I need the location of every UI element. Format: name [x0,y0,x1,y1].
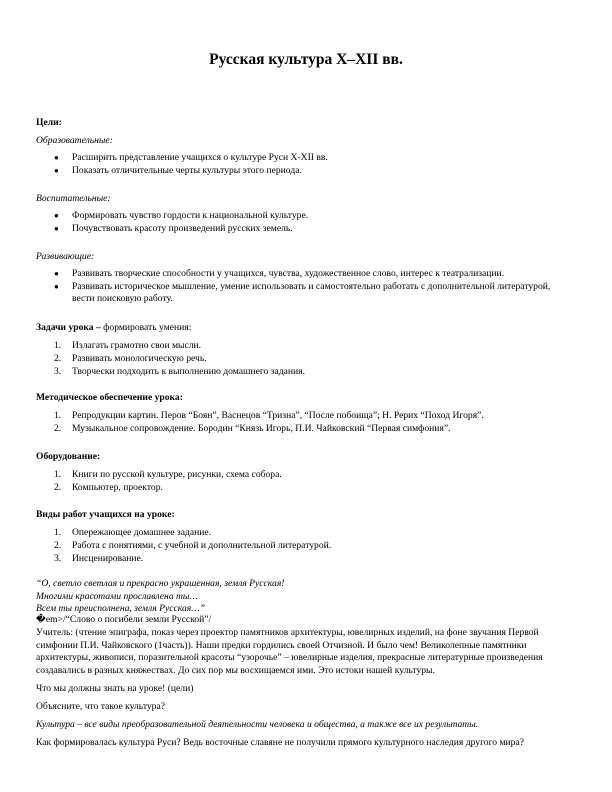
list-item: 1. Книги по русской культуре, рисунки, схема собора. [54,469,282,480]
list-item: ● Показать отличительные черты культуры этого периода. [54,165,302,176]
equipment-heading: Оборудование: [36,451,101,462]
educational-label: Образовательные: [36,135,113,146]
list-item: ● Почувствовать красоту произведений русских земель. [54,223,293,234]
epigraph-line: Всем ты преисполнена, земля Русская…” [36,603,206,614]
tasks-list [36,340,581,378]
list-item: 3. Инсценирование. [54,553,144,564]
goals-heading: Цели: [36,117,62,128]
bullet-icon: ● [54,153,59,162]
bullet-icon: ● [54,269,59,278]
list-item: 2. Работа с понятиями, с учебной и дополнительной литературой. [54,540,332,551]
list-item: 2. Компьютер, проектор. [54,482,163,493]
culture-definition: Культура – все виды преобразовательной деятельности человека и общества, а также все их результаты. [36,719,479,730]
question-culture: Объясните, что такое культура? [36,701,165,712]
bullet-icon: ● [54,282,59,291]
tasks-heading: Задачи урока – формировать умения: [36,322,192,333]
question-formation: Как формировалась культура Руси? Ведь восточные славяне не получили прямого культурного наследия другого мира? [36,737,524,748]
list-item: ● Формировать чувство гордости к национальной культуре. [54,210,309,221]
upbringing-label: Воспитательные: [36,193,111,204]
list-item: 1. Опережающее домашнее задание. [54,527,212,538]
developing-label: Развивающие: [36,251,95,262]
question-goals: Что мы должны знать на уроке! (цели) [36,683,194,694]
bullet-icon: ● [54,224,59,233]
bullet-icon: ● [54,211,59,220]
educational-list [36,152,581,177]
bullet-icon: ● [54,166,59,175]
list-item: ● Развивать историческое мышление, умение использовать и самостоятельно работать с дополнительной литературой, вести поисковую работу. [54,281,551,304]
activities-list [36,527,581,565]
epigraph-source: �em>/“Слово о погибели земли Русской”/ [36,614,212,625]
methods-heading: Методическое обеспечение урока: [36,392,183,403]
list-item: ● Расширить представление учащихся о культуре Руси X-XII вв. [54,152,328,163]
upbringing-list [36,210,581,235]
list-item: 3. Творчески подходить к выполнению домашнего задания. [54,366,305,377]
epigraph-line: Многими красотами прославлена ты… [36,590,198,602]
list-item: 2. Музыкальное сопровождение. Бородин “Князь Игорь, П.И. Чайковский “Первая симфония”. [54,423,451,434]
epigraph-line: “О, светло светлая и прекрасно украшенная, земля Русская! [36,578,285,589]
list-item: ● Развивать творческие способности у учащихся, чувства, художественное слово, интерес к театрализации. [54,268,505,279]
equipment-list [36,469,581,494]
activities-heading: Виды работ учащихся на уроке: [36,509,175,520]
list-item: 1. Репродукции картин. Перов “Боян”, Васнецов “Тризна”, “После побоища”; Н. Рерих “Поход Игоря”. [54,410,484,421]
list-item: 2. Развивать монологическую речь. [54,353,207,364]
page-title: Русская культура X–XII вв. [209,51,403,68]
list-item: 1. Излагать грамотно свои мысли. [54,340,202,351]
epigraph [36,578,581,616]
methods-list [36,410,581,435]
teacher-paragraph: Учитель: (чтение эпиграфа, показ через проектор памятников архитектуры, ювелирных изделий, на фоне звучания Первой симфонии П.И. Чайковского (1часть)). Наши предки гордились своей Отчизной. И было чем! Великолепные памятники архитектуры, живописи, поразительной красоты “узорочье” – ювелирные изделия, прекрасные литературные произведения создавались в разных княжествах. До сих пор мы восхищаемся ими. Это истоки нашей культуры. [36,627,543,676]
developing-list [36,268,581,305]
